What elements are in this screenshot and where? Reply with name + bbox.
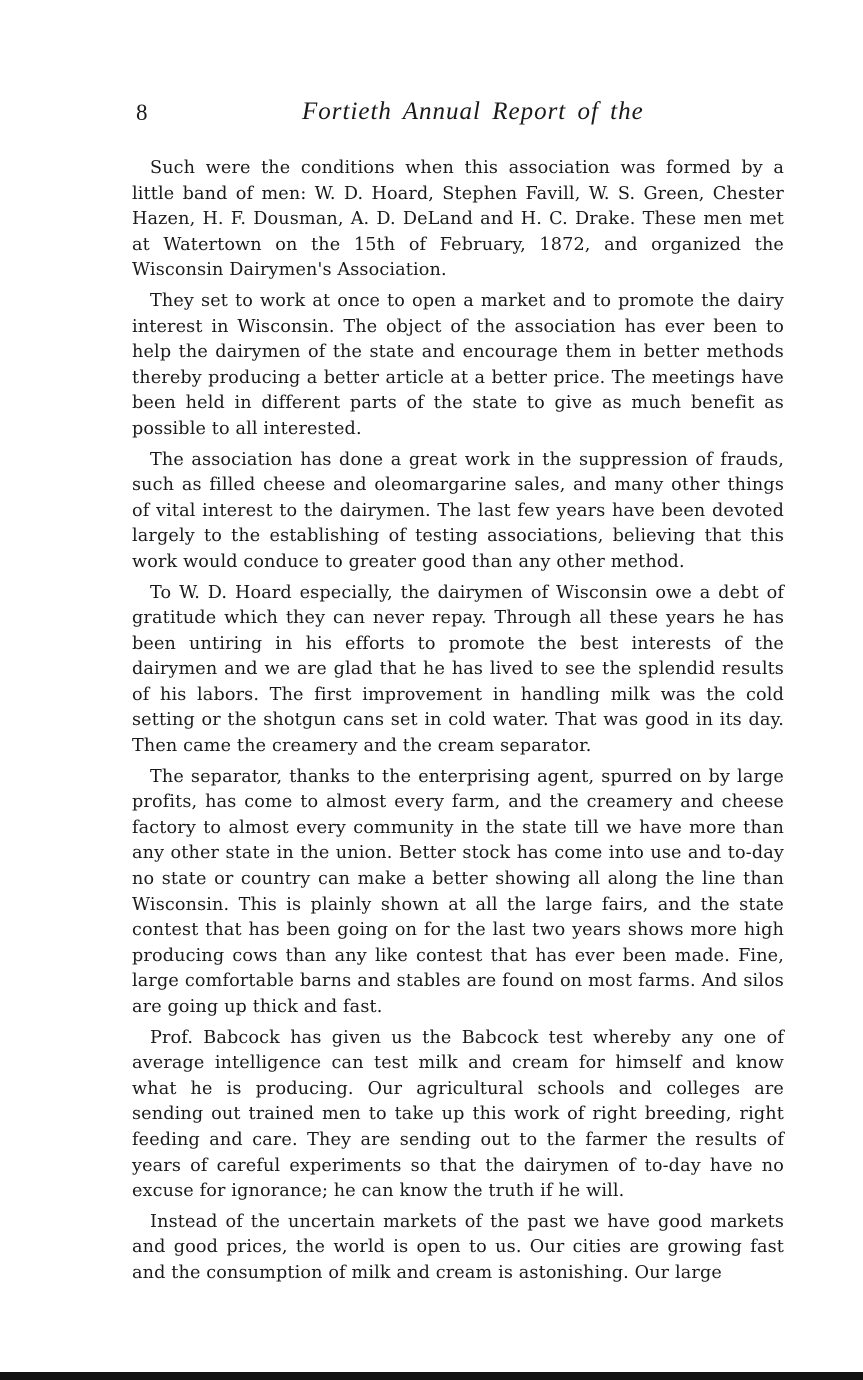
body-text xyxy=(132,156,784,1292)
bottom-edge-border xyxy=(0,1372,863,1380)
paragraph-babcock: Prof. Babcock has given us the Babcock test whereby any one of average intelligence can test milk and cream for himself and know what he is producing. Our agricultural schools and colleges are sending out trained men to take up this work of right breeding, right feeding and care. They are sending out to the farmer the results of years of careful experiments so that the dairymen of to-day have no excuse for ignorance; he can know the truth if he will. xyxy=(132,1027,784,1202)
paragraph-separator: The separator, thanks to the enterprising agent, spurred on by large profits, has come to almost every farm, and the creamery and cheese factory to almost every community in the state till we have more than any other state in the union. Better stock has come into use and to-day no state or country can make a better showing all along the line than Wisconsin. This is plainly shown at all the large fairs, and the state contest that has been going on for the last two years shows more high producing cows than any like contest that has ever been made. Fine, large comfortable barns and stables are found on most farms. And silos are going up thick and fast. xyxy=(132,766,784,1017)
page-header xyxy=(0,98,863,132)
paragraph-hoard: To W. D. Hoard especially, the dairymen of Wisconsin owe a debt of gratitude which they can never repay. Through all these years he has been untiring in his efforts to promote the best interests of the dairymen and we are glad that he has lived to see the splendid results of his labors. The first improvement in handling milk was the cold setting or the shotgun cans set in cold water. That was good in its day. Then came the creamery and the cream separator. xyxy=(132,582,784,757)
paragraph-founding: Such were the conditions when this association was formed by a little band of men: W. D. Hoard, Stephen Favill, W. S. Green, Chester Hazen, H. F. Dousman, A. D. DeLand and H. C. Drake. These men met at Watertown on the 15th of February, 1872, and organized the Wisconsin Dairymen's Association. xyxy=(132,158,784,281)
paragraph-objectives: They set to work at once to open a market and to promote the dairy interest in Wisconsin. The object of the association has ever been to help the dairymen of the state and encourage them in better methods thereby producing a better article at a better price. The meetings have been held in different parts of the state to give as much benefit as possible to all interested. xyxy=(132,290,784,439)
page-number: 8 xyxy=(136,100,148,125)
running-title: Fortieth Annual Report of the xyxy=(302,98,644,125)
paragraph-frauds: The association has done a great work in the suppression of frauds, such as filled cheese and oleomargarine sales, and many other things of vital interest to the dairymen. The last few years have been devoted largely to the establishing of testing associations, believing that this work would conduce to greater good than any other method. xyxy=(132,449,784,572)
paragraph-markets: Instead of the uncertain markets of the past we have good markets and good prices, the world is open to us. Our cities are growing fast and the consumption of milk and cream is astonishing. Our large xyxy=(132,1211,784,1283)
